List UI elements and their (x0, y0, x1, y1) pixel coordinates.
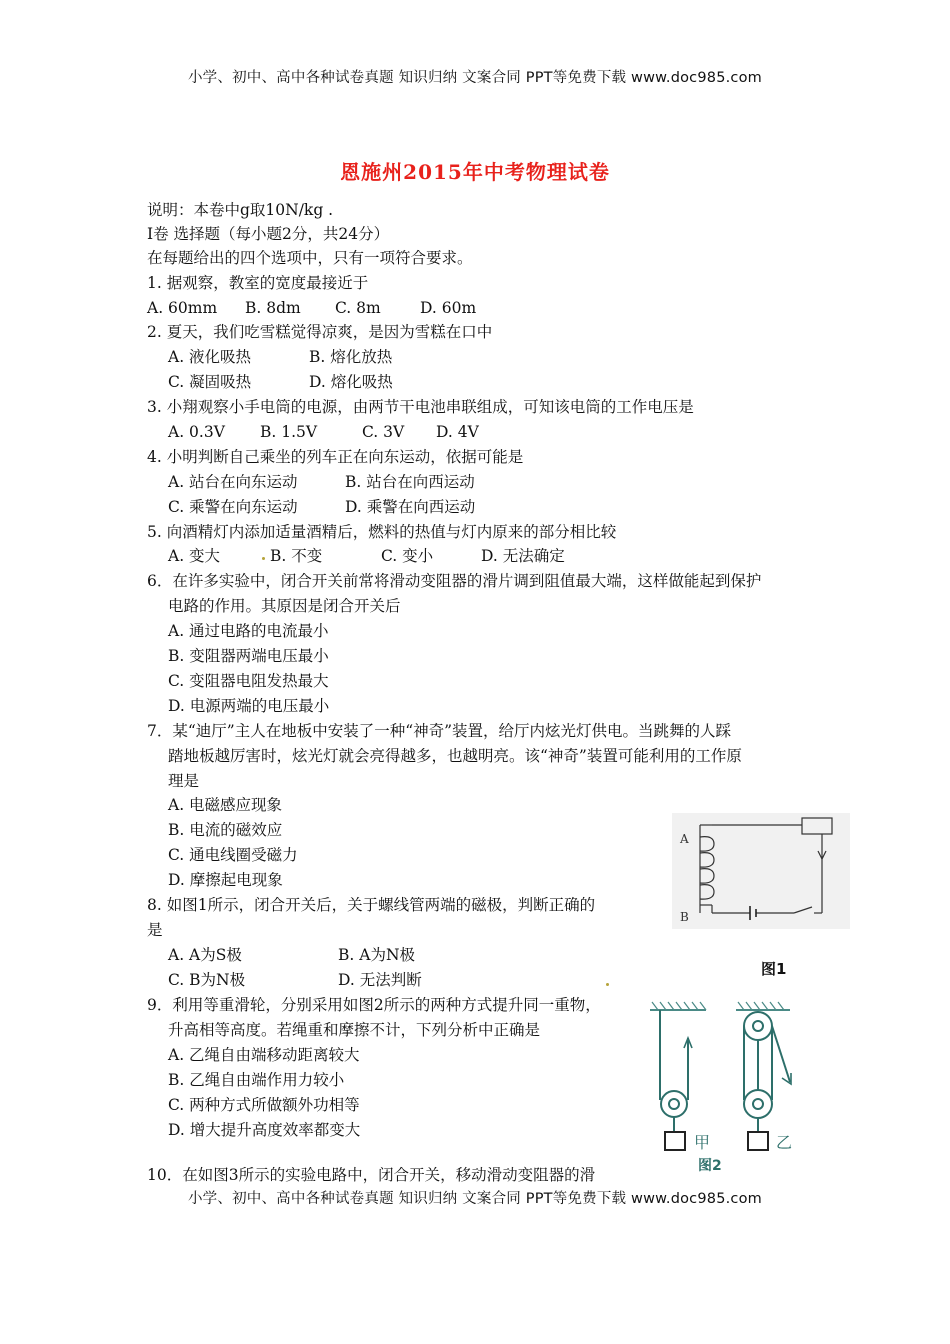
q1-option-c: C. 8m (335, 299, 381, 317)
figure-2-pulleys (650, 998, 805, 1178)
q9-option-b: B. 乙绳自由端作用力较小 (168, 1071, 345, 1089)
figure-1-solenoid-circuit (672, 813, 850, 929)
q6-option-a: A. 通过电路的电流最小 (168, 622, 329, 640)
ceiling-supports (650, 1002, 790, 1010)
q6-option-c: C. 变阻器电阻发热最大 (168, 672, 329, 690)
q4-stem: 4. 小明判断自己乘坐的列车正在向东运动，依据可能是 (147, 448, 524, 466)
fig1-label-a: A (680, 832, 689, 846)
pulley-yi (744, 1012, 793, 1152)
q2-option-c: C. 凝固吸热 (168, 373, 252, 391)
q7-stem-line3: 理是 (168, 772, 200, 790)
q5-option-c: C. 变小 (381, 547, 434, 565)
q4-option-a: A. 站台在向东运动 (168, 473, 298, 491)
q9-stem-line1: 9．利用等重滑轮，分别采用如图2所示的两种方式提升同一重物， (147, 996, 601, 1014)
q8-option-a: A. A为S极 (168, 946, 242, 964)
fig1-label-b: B (680, 910, 689, 924)
note: 说明：本卷中g取10N/kg . (147, 201, 334, 219)
q7-option-b: B. 电流的磁效应 (168, 821, 283, 839)
q2-option-d: D. 熔化吸热 (309, 373, 393, 391)
q5-option-b: B. 不变 (270, 547, 323, 565)
q7-stem-line1: 7．某“迪厅”主人在地板中安装了一种“神奇”装置，给厅内炫光灯供电。当跳舞的人踩 (147, 722, 732, 740)
q8-option-d: D. 无法判断 (338, 971, 422, 989)
fig1-caption: 图1 (761, 960, 787, 978)
q8-option-c: C. B为N极 (168, 971, 246, 989)
page-footer: 小学、初中、高中各种试卷真题 知识归纳 文案合同 PPT等免费下载 www.doc985.com (187, 1191, 763, 1207)
q6-option-b: B. 变阻器两端电压最小 (168, 647, 329, 665)
speck-mark (262, 557, 265, 560)
q7-stem-line2: 踏地板越厉害时，炫光灯就会亮得越多，也越明亮。该“神奇”装置可能利用的工作原 (168, 747, 742, 765)
q2-option-b: B. 熔化放热 (309, 348, 393, 366)
q7-option-d: D. 摩擦起电现象 (168, 871, 283, 889)
q2-option-a: A. 液化吸热 (168, 348, 252, 366)
q3-stem: 3. 小翔观察小手电筒的电源，由两节干电池串联组成，可知该电筒的工作电压是 (147, 398, 694, 416)
q9-option-a: A. 乙绳自由端移动距离较大 (168, 1046, 360, 1064)
q3-option-b: B. 1.5V (260, 423, 318, 441)
fig2-caption: 图2 (698, 1158, 722, 1174)
q6-stem-line1: 6．在许多实验中，闭合开关前常将滑动变阻器的滑片调到阻值最大端，这样做能起到保护 (147, 572, 762, 590)
q7-option-c: C. 通电线圈受磁力 (168, 846, 298, 864)
q4-option-b: B. 站台在向西运动 (345, 473, 475, 491)
q8-stem-line1: 8. 如图1所示，闭合开关后，关于螺线管两端的磁极，判断正确的 (147, 896, 596, 914)
pulley-jia (660, 1010, 688, 1150)
q4-option-c: C. 乘警在向东运动 (168, 498, 298, 516)
fig2-label-jia: 甲 (694, 1133, 711, 1152)
q9-option-d: D. 增大提升高度效率都变大 (168, 1121, 361, 1139)
q5-option-d: D. 无法确定 (481, 547, 565, 565)
page-title: 恩施州2015年中考物理试卷 (340, 160, 610, 184)
q7-option-a: A. 电磁感应现象 (168, 796, 283, 814)
q1-stem: 1. 据观察，教室的宽度最接近于 (147, 274, 369, 292)
q1-option-a: A. 60mm (147, 299, 218, 317)
q8-stem-line2: 是 (147, 921, 163, 939)
speck-mark (606, 983, 609, 986)
q1-option-b: B. 8dm (245, 299, 301, 317)
q8-option-b: B. A为N极 (338, 946, 416, 964)
fig2-label-yi: 乙 (776, 1133, 793, 1152)
q5-stem: 5. 向酒精灯内添加适量酒精后，燃料的热值与灯内原来的部分相比较 (147, 523, 617, 541)
section-heading: Ⅰ卷 选择题（每小题2分，共24分） (147, 225, 390, 243)
q5-option-a: A. 变大 (168, 547, 221, 565)
figure-1-background (672, 813, 850, 929)
page-header: 小学、初中、高中各种试卷真题 知识归纳 文案合同 PPT等免费下载 www.doc985.com (187, 70, 763, 86)
q2-stem: 2. 夏天，我们吃雪糕觉得凉爽，是因为雪糕在口中 (147, 323, 493, 341)
q9-option-c: C. 两种方式所做额外功相等 (168, 1096, 360, 1114)
q6-option-d: D. 电源两端的电压最小 (168, 697, 330, 715)
q6-stem-line2: 电路的作用。其原因是闭合开关后 (168, 597, 401, 615)
instruction: 在每题给出的四个选项中，只有一项符合要求。 (147, 249, 473, 267)
q10-stem: 10．在如图3所示的实验电路中，闭合开关，移动滑动变阻器的滑 (147, 1166, 596, 1184)
q4-option-d: D. 乘警在向西运动 (345, 498, 476, 516)
q3-option-d: D. 4V (436, 423, 479, 441)
q9-stem-line2: 升高相等高度。若绳重和摩擦不计，下列分析中正确是 (168, 1021, 541, 1039)
q1-option-d: D. 60m (420, 299, 477, 317)
q3-option-c: C. 3V (362, 423, 405, 441)
q3-option-a: A. 0.3V (168, 423, 225, 441)
